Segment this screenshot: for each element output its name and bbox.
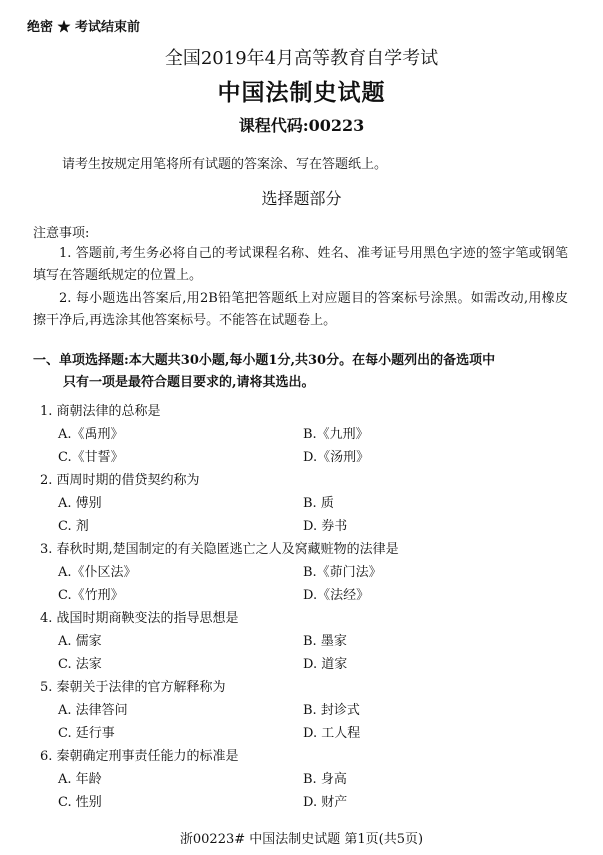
notice-item: 2. 每小题选出答案后,用2B铅笔把答题纸上对应题目的答案标号涂黑。如需改动,用橡皮擦干净后,再选涂其他答案标号。不能答在试题卷上。 bbox=[33, 291, 568, 328]
answer-option: B.《九刑》 bbox=[303, 427, 369, 442]
answer-option: A.《禹刑》 bbox=[58, 427, 124, 442]
answer-option: D. 工人程 bbox=[303, 726, 361, 741]
question-stem: 2. 西周时期的借贷契约称为 bbox=[40, 473, 200, 488]
answer-option: C. 剂 bbox=[58, 519, 89, 534]
confidential-label: 绝密 ★ 考试结束前 bbox=[27, 20, 141, 35]
notice-label: 注意事项: bbox=[33, 226, 90, 241]
section-title: 选择题部分 bbox=[261, 189, 342, 208]
notice-item: 1. 答题前,考生务必将自己的考试课程名称、姓名、准考证号用黑色字迹的签字笔或钢笔填写在答题纸规定的位置上。 bbox=[33, 246, 568, 283]
answer-option: C. 法家 bbox=[58, 657, 102, 672]
answer-option: C.《竹刑》 bbox=[58, 588, 124, 603]
part-heading-line2: 只有一项是最符合题目要求的,请将其选出。 bbox=[63, 375, 315, 390]
question-stem: 4. 战国时期商鞅变法的指导思想是 bbox=[40, 611, 239, 626]
answer-option: B.《茆门法》 bbox=[303, 565, 382, 580]
answer-option: B. 封诊式 bbox=[303, 703, 360, 718]
answer-option: D.《法经》 bbox=[303, 588, 370, 603]
answer-option: A. 法律答问 bbox=[58, 703, 128, 718]
question-stem: 1. 商朝法律的总称是 bbox=[40, 404, 161, 419]
answer-option: D.《汤刑》 bbox=[303, 450, 370, 465]
exam-title: 全国2019年4月高等教育自学考试 bbox=[164, 48, 439, 69]
answer-option: B. 质 bbox=[303, 496, 334, 511]
answer-option: D. 财产 bbox=[303, 795, 348, 810]
answer-option: A. 年龄 bbox=[58, 772, 102, 787]
question-stem: 3. 春秋时期,楚国制定的有关隐匿逃亡之人及窝藏赃物的法律是 bbox=[40, 542, 399, 557]
course-code: 课程代码:00223 bbox=[238, 116, 365, 135]
answer-instruction: 请考生按规定用笔将所有试题的答案涂、写在答题纸上。 bbox=[62, 157, 388, 172]
answer-option: A. 傅别 bbox=[58, 496, 102, 511]
answer-option: C. 廷行事 bbox=[58, 726, 115, 741]
question-stem: 6. 秦朝确定刑事责任能力的标准是 bbox=[40, 749, 239, 764]
answer-option: C. 性别 bbox=[58, 795, 102, 810]
page-footer: 浙00223# 中国法制史试题 第1页(共5页) bbox=[179, 832, 424, 847]
answer-option: D. 券书 bbox=[303, 519, 348, 534]
part-heading bbox=[33, 350, 573, 394]
answer-option: C.《甘誓》 bbox=[58, 450, 124, 465]
answer-option: A.《仆区法》 bbox=[58, 565, 137, 580]
paper-title: 中国法制史试题 bbox=[217, 79, 386, 106]
answer-option: B. 墨家 bbox=[303, 634, 347, 649]
answer-option: B. 身高 bbox=[303, 772, 347, 787]
answer-option: A. 儒家 bbox=[58, 634, 102, 649]
part-heading-line1: 一、单项选择题:本大题共30小题,每小题1分,共30分。在每小题列出的备选项中 bbox=[33, 353, 496, 368]
answer-option: D. 道家 bbox=[303, 657, 348, 672]
question-stem: 5. 秦朝关于法律的官方解释称为 bbox=[40, 680, 226, 695]
